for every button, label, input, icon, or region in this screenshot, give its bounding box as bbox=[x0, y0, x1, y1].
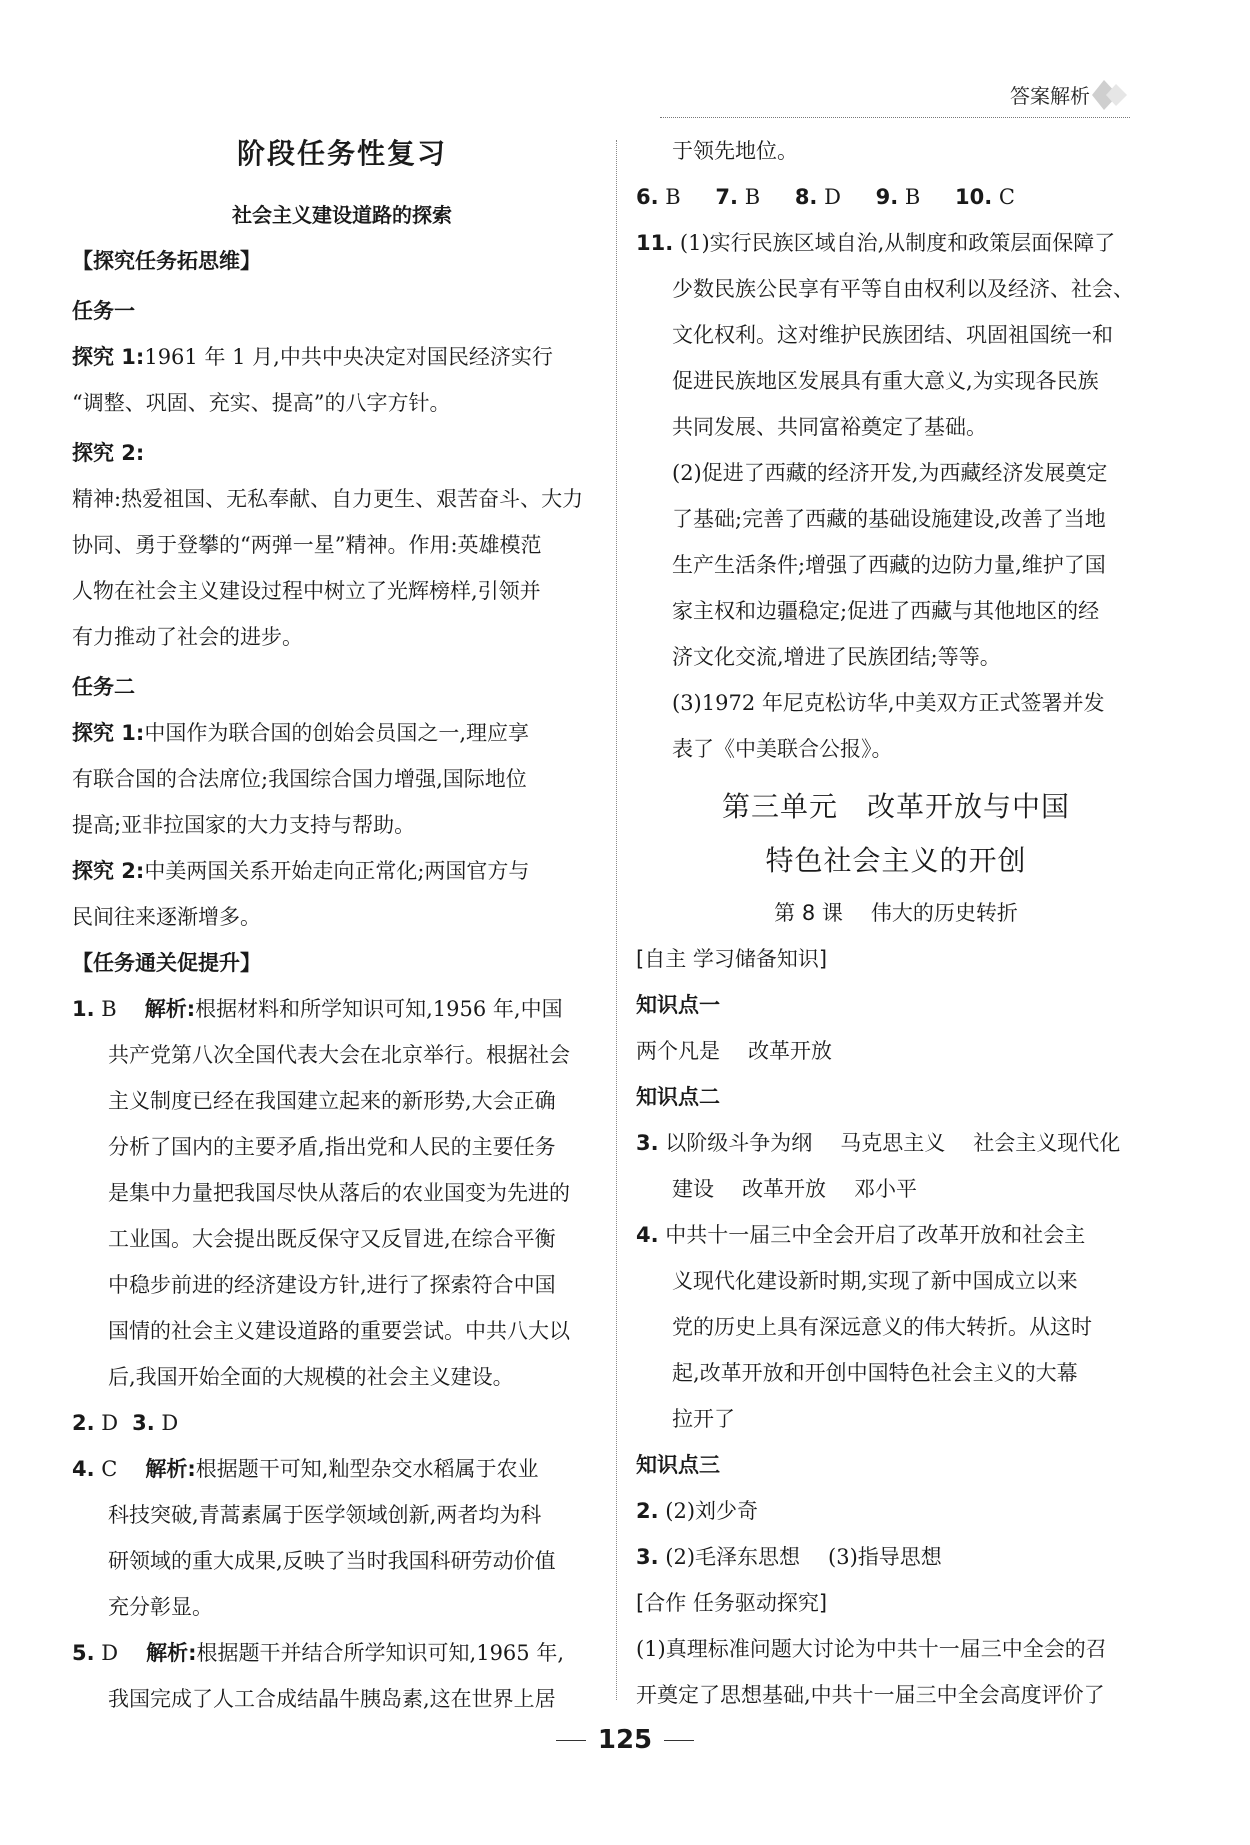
page-header bbox=[660, 78, 1160, 118]
task-two-heading: 任务二 bbox=[72, 675, 135, 699]
header-label: 答案解析 bbox=[1010, 84, 1090, 108]
question-number: 4. bbox=[636, 1223, 659, 1247]
analysis-label: 解析: bbox=[146, 1641, 197, 1665]
mc-answers bbox=[636, 174, 1156, 220]
answer-text: 以阶级斗争为纲 bbox=[665, 1131, 813, 1155]
question-number: 10. bbox=[955, 185, 993, 209]
lesson-name: 伟大的历史转折 bbox=[870, 901, 1018, 925]
analysis-label: 解析: bbox=[145, 1457, 196, 1481]
task-one-heading: 任务一 bbox=[72, 299, 135, 323]
explore-label: 探究 1: bbox=[72, 721, 145, 745]
explore-label: 探究 2: bbox=[72, 441, 145, 465]
answer-choice: C bbox=[101, 1457, 118, 1481]
text-line: 根据题干并结合所学知识可知,1965 年, bbox=[196, 1641, 564, 1665]
text-line: (1)真理标准问题大讨论为中共十一届三中全会的召 bbox=[636, 1637, 1107, 1661]
footer-dash bbox=[664, 1740, 694, 1741]
question-number: 2. bbox=[72, 1411, 95, 1435]
questions-2-3 bbox=[72, 1400, 612, 1446]
text-line: 是集中力量把我国尽快从落后的农业国变为先进的 bbox=[108, 1181, 570, 1205]
question-number: 8. bbox=[794, 185, 818, 209]
kp3-question-2 bbox=[636, 1488, 1156, 1534]
text-line: 我国完成了人工合成结晶牛胰岛素,这在世界上居 bbox=[108, 1687, 556, 1711]
text-line: 分析了国内的主要矛盾,指出党和人民的主要任务 bbox=[108, 1135, 556, 1159]
text-line: 中稳步前进的经济建设方针,进行了探索符合中国 bbox=[108, 1273, 556, 1297]
kp2-question-3-cont bbox=[636, 1166, 1156, 1212]
answer-text: 马克思主义 bbox=[840, 1131, 946, 1155]
diamond-icon bbox=[1092, 78, 1132, 112]
page-number: 125 bbox=[597, 1725, 653, 1755]
kp1-answers bbox=[636, 1028, 1156, 1074]
text-line: 共同发展、共同富裕奠定了基础。 bbox=[672, 415, 987, 439]
text-line: 于领先地位。 bbox=[672, 139, 798, 163]
question-4 bbox=[72, 1446, 612, 1492]
answer-text: 改革开放 bbox=[742, 1177, 826, 1201]
answer-text: 邓小平 bbox=[854, 1177, 917, 1201]
text-line: (2)促进了西藏的经济开发,为西藏经济发展奠定 bbox=[672, 461, 1108, 485]
answer-choice: B bbox=[101, 997, 117, 1021]
question-number: 7. bbox=[715, 185, 738, 209]
text-line: 提高;亚非拉国家的大力支持与帮助。 bbox=[72, 813, 416, 837]
answer-choice: D bbox=[161, 1411, 179, 1435]
text-line: 义现代化建设新时期,实现了新中国成立以来 bbox=[672, 1269, 1078, 1293]
text-line: 开奠定了思想基础,中共十一届三中全会高度评价了 bbox=[636, 1683, 1105, 1707]
question-number: 6. bbox=[636, 185, 659, 209]
section-heading-explore: 【探究任务拓思维】 bbox=[72, 249, 261, 273]
question-number: 3. bbox=[132, 1411, 155, 1435]
answer-choice: D bbox=[101, 1641, 119, 1665]
text-line: 共产党第八次全国代表大会在北京举行。根据社会 bbox=[108, 1043, 570, 1067]
text-line: (3)1972 年尼克松访华,中美双方正式签署并发 bbox=[672, 691, 1105, 715]
task1-explore1-line bbox=[72, 334, 612, 380]
text-line: 协同、勇于登攀的“两弹一星”精神。作用:英雄模范 bbox=[72, 533, 542, 557]
text-line: 根据材料和所学知识可知,1956 年,中国 bbox=[195, 997, 563, 1021]
question-number: 1. bbox=[72, 997, 95, 1021]
answer-text: (3)指导思想 bbox=[828, 1545, 942, 1569]
text-line: 研领域的重大成果,反映了当时我国科研劳动价值 bbox=[108, 1549, 556, 1573]
answer-text: (2)毛泽东思想 bbox=[665, 1545, 801, 1569]
text-line: 拉开了 bbox=[672, 1407, 735, 1431]
answer-choice: D bbox=[824, 185, 841, 209]
footer-dash bbox=[556, 1740, 586, 1741]
text-line: 主义制度已经在我国建立起来的新形势,大会正确 bbox=[108, 1089, 556, 1113]
text-line: 民间往来逐渐增多。 bbox=[72, 905, 261, 929]
question-11 bbox=[636, 220, 1156, 266]
answer-choice: B bbox=[665, 185, 681, 209]
text-line: 中美两国关系开始走向正常化;两国官方与 bbox=[144, 859, 530, 883]
knowledge-point-heading: 知识点二 bbox=[636, 1085, 720, 1109]
explore-label: 探究 1: bbox=[72, 345, 145, 369]
text-line: 国情的社会主义建设道路的重要尝试。中共八大以 bbox=[108, 1319, 570, 1343]
text-line: 中国作为联合国的创始会员国之一,理应享 bbox=[144, 721, 530, 745]
lesson-title bbox=[636, 890, 1156, 936]
text-line: 生产生活条件;增强了西藏的边防力量,维护了国 bbox=[672, 553, 1106, 577]
text-line: 少数民族公民享有平等自由权利以及经济、社会、 bbox=[672, 277, 1134, 301]
text-line: 充分彰显。 bbox=[108, 1595, 213, 1619]
text-line: 文化权利。这对维护民族团结、巩固祖国统一和 bbox=[672, 323, 1113, 347]
question-5 bbox=[72, 1630, 612, 1676]
answer-choice: C bbox=[998, 185, 1015, 209]
lesson-number: 第 8 课 bbox=[774, 901, 843, 925]
subtitle: 社会主义建设道路的探索 bbox=[232, 203, 452, 227]
knowledge-point-heading: 知识点一 bbox=[636, 993, 720, 1017]
question-number: 5. bbox=[72, 1641, 95, 1665]
unit-title-line1: 第三单元 改革开放与中国 bbox=[721, 790, 1070, 823]
page-title: 阶段任务性复习 bbox=[236, 137, 447, 170]
text-line: 工业国。大会提出既反保守又反冒进,在综合平衡 bbox=[108, 1227, 556, 1251]
analysis-label: 解析: bbox=[144, 997, 196, 1021]
kp2-question-4 bbox=[636, 1212, 1156, 1258]
text-line: 有联合国的合法席位;我国综合国力增强,国际地位 bbox=[72, 767, 527, 791]
question-number: 3. bbox=[636, 1131, 659, 1155]
text-line: 1961 年 1 月,中共中央决定对国民经济实行 bbox=[144, 345, 553, 369]
right-column bbox=[636, 128, 1156, 1718]
text-line: (1)实行民族区域自治,从制度和政策层面保障了 bbox=[679, 231, 1116, 255]
question-number: 11. bbox=[636, 231, 674, 255]
header-rule bbox=[660, 117, 1130, 118]
answer-text: 两个凡是 bbox=[636, 1039, 720, 1063]
answer-text: 社会主义现代化 bbox=[973, 1131, 1121, 1155]
left-column bbox=[72, 128, 612, 1722]
answer-text: (2)刘少奇 bbox=[665, 1499, 759, 1523]
section-heading-practice: 【任务通关促提升】 bbox=[72, 951, 261, 975]
answer-choice: D bbox=[101, 1411, 119, 1435]
answer-text: 改革开放 bbox=[748, 1039, 832, 1063]
column-divider bbox=[616, 140, 617, 1700]
answer-choice: B bbox=[904, 185, 921, 209]
section-heading-self-study: [自主 学习储备知识] bbox=[636, 947, 828, 971]
question-number: 3. bbox=[636, 1545, 659, 1569]
text-line: 根据题干可知,籼型杂交水稻属于农业 bbox=[195, 1457, 539, 1481]
text-line: 中共十一届三中全会开启了改革开放和社会主 bbox=[665, 1223, 1086, 1247]
text-line: “调整、巩固、充实、提高”的八字方针。 bbox=[72, 391, 451, 415]
unit-title-line2: 特色社会主义的开创 bbox=[765, 844, 1027, 877]
text-line: 了基础;完善了西藏的基础设施建设,改善了当地 bbox=[672, 507, 1106, 531]
answer-choice: B bbox=[744, 185, 761, 209]
text-line: 党的历史上具有深远意义的伟大转折。从这时 bbox=[672, 1315, 1092, 1339]
question-number: 2. bbox=[636, 1499, 659, 1523]
text-line: 表了《中美联合公报》。 bbox=[672, 737, 893, 761]
text-line: 后,我国开始全面的大规模的社会主义建设。 bbox=[108, 1365, 514, 1389]
knowledge-point-heading: 知识点三 bbox=[636, 1453, 720, 1477]
text-line: 有力推动了社会的进步。 bbox=[72, 625, 303, 649]
text-line: 家主权和边疆稳定;促进了西藏与其他地区的经 bbox=[672, 599, 1100, 623]
question-number: 4. bbox=[72, 1457, 95, 1481]
text-line: 精神:热爱祖国、无私奉献、自力更生、艰苦奋斗、大力 bbox=[72, 487, 584, 511]
question-1 bbox=[72, 986, 612, 1032]
text-line: 人物在社会主义建设过程中树立了光辉榜样,引领并 bbox=[72, 579, 541, 603]
text-line: 起,改革开放和开创中国特色社会主义的大幕 bbox=[672, 1361, 1078, 1385]
text-line: 促进民族地区发展具有重大意义,为实现各民族 bbox=[672, 369, 1099, 393]
text-line: 济文化交流,增进了民族团结;等等。 bbox=[672, 645, 1001, 669]
kp2-question-3 bbox=[636, 1120, 1156, 1166]
kp3-question-3 bbox=[636, 1534, 1156, 1580]
answer-text: 建设 bbox=[672, 1177, 714, 1201]
task2-explore2-line bbox=[72, 848, 612, 894]
task2-explore1-line bbox=[72, 710, 612, 756]
text-line: 科技突破,青蒿素属于医学领域创新,两者均为科 bbox=[108, 1503, 542, 1527]
question-number: 9. bbox=[875, 185, 899, 209]
section-heading-cooperation: [合作 任务驱动探究] bbox=[636, 1591, 828, 1615]
page-footer bbox=[0, 1725, 1250, 1755]
explore-label: 探究 2: bbox=[72, 859, 145, 883]
